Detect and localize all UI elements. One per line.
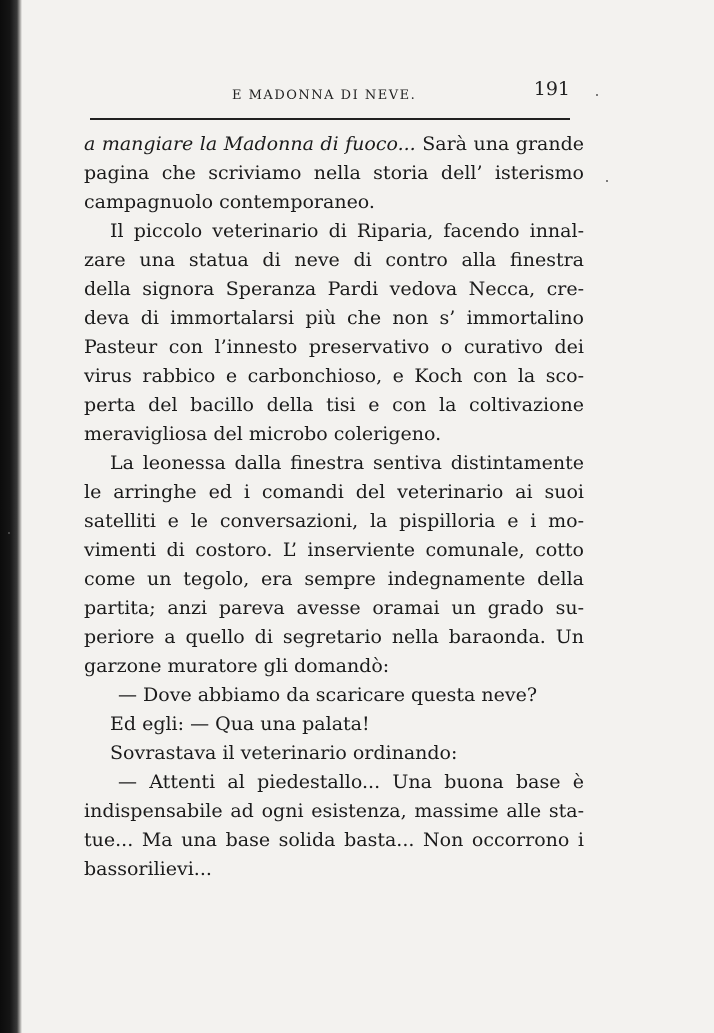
text-line: meravigliosa del microbo colerigeno. — [84, 423, 442, 445]
text-line: partita; anzi pareva avesse oramai un grado su- — [84, 597, 584, 619]
text-line: le arringhe ed i comandi del veterinario ai suoi — [84, 481, 584, 503]
binding-edge — [0, 0, 22, 1033]
text-line: vimenti di costoro. L’ inserviente comunale, cotto — [84, 539, 584, 561]
line-text: Sarà una grande — [415, 133, 584, 155]
text-line: Sovrastava il veterinario ordinando: — [110, 742, 458, 764]
text-line: zare una statua di neve di contro alla finestra — [84, 249, 584, 271]
text-line: indispensabile ad ogni esistenza, massime alle sta- — [84, 800, 584, 822]
header-rule — [90, 118, 570, 120]
page-header — [88, 78, 584, 108]
text-line: della signora Speranza Pardi vedova Necca, cre- — [84, 278, 584, 300]
text-line: virus rabbico e carbonchioso, e Koch con la sco- — [84, 365, 584, 387]
paper-speck — [8, 532, 10, 534]
text-line: perta del bacillo della tisi e con la coltivazione — [84, 394, 584, 416]
dialogue-line: Ed egli: — Qua una palata! — [110, 713, 370, 735]
text-line: bassorilievi... — [84, 858, 212, 880]
text-line: periore a quello di segretario nella baraonda. Un — [84, 626, 584, 648]
text-line: Il piccolo veterinario di Riparia, facendo innal- — [110, 220, 584, 242]
text-line: satelliti e le conversazioni, la pispilloria e i mo- — [84, 510, 584, 532]
text-line: tue... Ma una base solida basta... Non occorrono i — [84, 829, 584, 851]
text-line — [84, 130, 584, 159]
dialogue-line: — Dove abbiamo da scaricare questa neve? — [118, 684, 538, 706]
text-line: pagina che scriviamo nella storia dell’ isterismo — [84, 162, 584, 184]
running-title: E MADONNA DI NEVE. — [232, 88, 417, 103]
body-text — [84, 130, 584, 884]
text-line: La leonessa dalla finestra sentiva distintamente — [110, 452, 584, 474]
page-number: 191 — [533, 78, 570, 100]
paper-speck — [606, 180, 608, 182]
paper-speck — [596, 94, 598, 96]
text-line: deva di immortalarsi più che non s’ immortalino — [84, 307, 584, 329]
text-line: campagnuolo contemporaneo. — [84, 191, 375, 213]
text-line: garzone muratore gli domandò: — [84, 655, 390, 677]
dialogue-line: — Attenti al piedestallo... Una buona base è — [118, 771, 584, 793]
italic-phrase: a mangiare la Madonna di fuoco... — [84, 133, 416, 155]
text-line: Pasteur con l’innesto preservativo o curativo dei — [84, 336, 584, 358]
text-line: come un tegolo, era sempre indegnamente della — [84, 568, 584, 590]
